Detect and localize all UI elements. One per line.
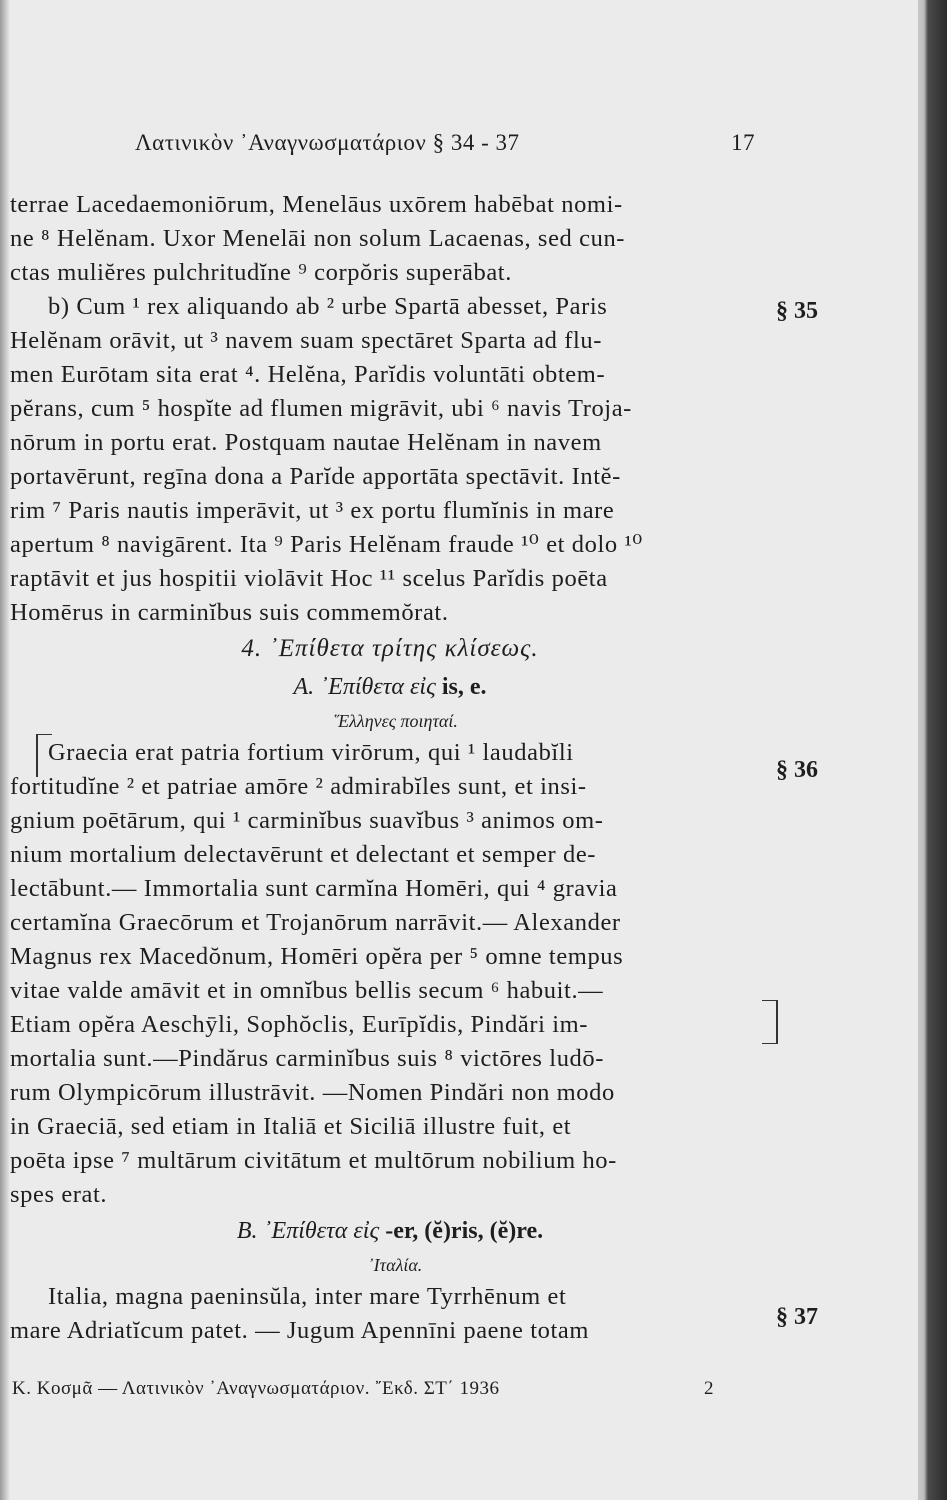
text-line: raptāvit et jus hospitii violāvit Hoc ¹¹ scelus Parĭdis poēta <box>10 565 608 592</box>
text-line: certamĭna Graecōrum et Trojanōrum narrāvit.— Alexander <box>10 909 621 936</box>
text-line: gnium poētārum, qui ¹ carminĭbus suavĭbus ³ animos om- <box>10 807 604 834</box>
text-line: Magnus rex Macedŏnum, Homēri opĕra per ⁵ omne tempus <box>10 943 624 970</box>
text-line: apertum ⁸ navigārent. Ita ⁹ Paris Helĕnam fraude ¹⁰ et dolo ¹⁰ <box>10 531 643 558</box>
text-line: ctas muliĕres pulchritudĭne ⁹ corpŏris superābat. <box>10 259 512 286</box>
text-line: mare Adriatĭcum patet. — Jugum Apennīni paene totam <box>10 1317 589 1344</box>
text-line: nōrum in portu erat. Postquam nautae Helĕnam in navem <box>10 429 602 456</box>
signature-mark: 2 <box>704 1378 714 1399</box>
text-line: pĕrans, cum ⁵ hospĭte ad flumen migrāvit, ubi ⁶ navis Troja- <box>10 395 632 422</box>
subsection-heading-a <box>0 668 760 706</box>
section-marker-35: § 35 <box>776 298 818 324</box>
section-marker-36: § 36 <box>776 757 818 783</box>
pencil-bracket-close <box>762 1000 778 1044</box>
text-line: nium mortalium delectavērunt et delectant et semper de- <box>10 841 597 868</box>
text-line: portavērunt, regīna dona a Parĭde apportāta spectāvit. Intĕ- <box>10 463 621 490</box>
paragraph-1 <box>0 188 760 290</box>
page-number: 17 <box>731 130 755 155</box>
text-line: rim ⁷ Paris nautis imperāvit, ut ³ ex portu flumĭnis in mare <box>10 497 615 524</box>
text-line: b) Cum ¹ rex aliquando ab ² urbe Spartā abesset, Paris <box>48 293 608 320</box>
text-line: spes erat. <box>10 1181 108 1208</box>
subsection-heading-b <box>0 1212 760 1250</box>
footer-imprint: Κ. Κοσμᾶ — Λατινικὸν ᾿Αναγνωσματάριον. ῎Εκδ. ΣΤ΄ 1936 <box>12 1378 500 1399</box>
running-title: Λατινικὸν ᾿Αναγνωσματάριον § 34 - 37 <box>135 130 520 155</box>
paragraph-2 <box>0 290 760 630</box>
heading-a-endings: is, e. <box>441 674 487 700</box>
running-header <box>135 130 755 156</box>
section-marker-37: § 37 <box>776 1304 818 1330</box>
text-line: men Eurōtam sita erat ⁴. Helĕna, Parĭdis voluntāti obtem- <box>10 361 606 388</box>
page-edge <box>918 0 947 1500</box>
heading-a-prefix: A. ᾿Επίθετα εἰς <box>293 674 436 700</box>
section-heading: 4. ᾿Επίθετα τρίτης κλίσεως. <box>241 635 539 662</box>
heading-b-prefix: B. ᾿Επίθετα εἰς <box>236 1218 380 1244</box>
text-line: Homērus in carminĭbus suis commemŏrat. <box>10 599 449 626</box>
reading-title-b: ᾿Ιταλία. <box>367 1255 423 1275</box>
text-line: vitae valde amāvit et in omnĭbus bellis secum ⁶ habuit.— <box>10 977 604 1004</box>
text-line: Italia, magna paeninsŭla, inter mare Tyrrhēnum et <box>48 1283 567 1310</box>
text-line: Graecia erat patria fortium virōrum, qui ¹ laudabĭli <box>48 739 574 766</box>
text-line: terrae Lacedaemoniōrum, Menelāus uxōrem habēbat nomi- <box>10 191 623 218</box>
text-line: fortitudĭne ² et patriae amōre ² admirabĭles sunt, et insi- <box>10 773 587 800</box>
page-footer <box>12 1378 752 1400</box>
text-line: Etiam opĕra Aeschȳli, Sophŏclis, Eurīpĭdis, Pindări im- <box>10 1011 589 1038</box>
text-line: ne ⁸ Helĕnam. Uxor Menelāi non solum Lacaenas, sed cun- <box>10 225 626 252</box>
text-line: poēta ipse ⁷ multārum civitātum et multōrum nobilium ho- <box>10 1147 617 1174</box>
pencil-bracket-open <box>36 734 52 777</box>
heading-b-endings: -er, (ĕ)ris, (ĕ)re. <box>385 1218 544 1244</box>
text-line: in Graeciā, sed etiam in Italiā et Siciliā illustre fuit, et <box>10 1113 572 1140</box>
paragraph-4 <box>0 1280 760 1348</box>
text-line: Helĕnam orāvit, ut ³ navem suam spectāret Sparta ad flu- <box>10 327 602 354</box>
text-line: rum Olympicōrum illustrāvit. —Nomen Pindări non modo <box>10 1079 615 1106</box>
paragraph-3 <box>0 736 760 1212</box>
text-line: lectābunt.— Immortalia sunt carmĭna Homēri, qui ⁴ gravia <box>10 875 618 902</box>
text-line: mortalia sunt.—Pindărus carminĭbus suis ⁸ victōres ludō- <box>10 1045 605 1072</box>
body-text <box>0 188 760 1348</box>
reading-title-a: ῞Ελληνες ποιηταί. <box>332 711 458 731</box>
